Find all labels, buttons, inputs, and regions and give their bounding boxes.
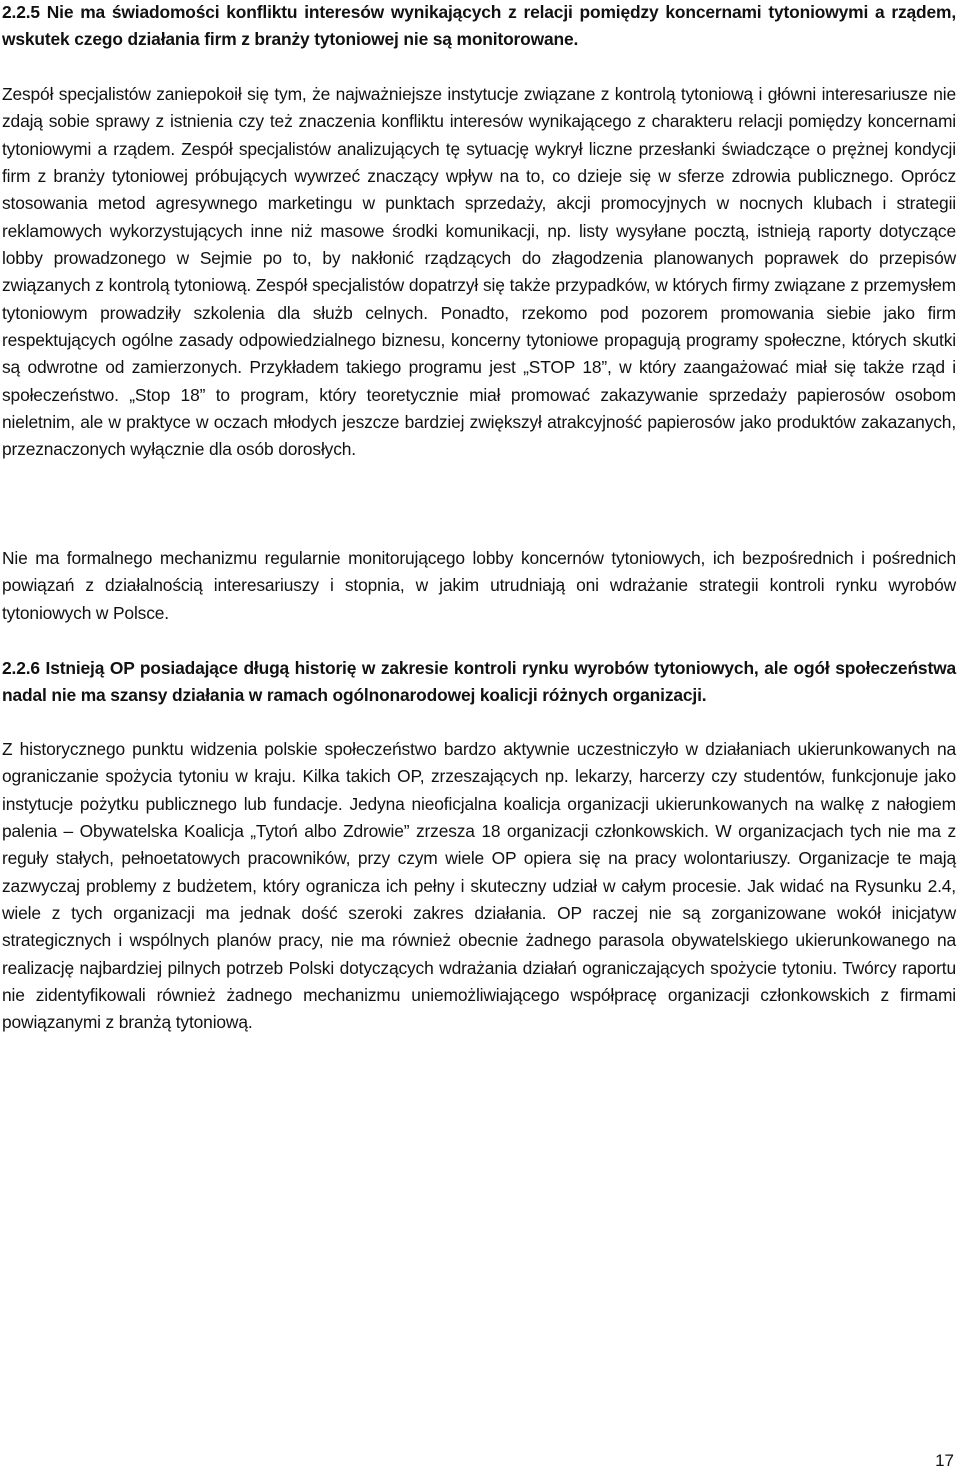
paragraph-civil-society-organizations: Z historycznego punktu widzenia polskie społeczeństwo bardzo aktywnie uczestniczyło w działaniach ukierunkowanych na ograniczanie spożycia tytoniu w kraju. Kilka takich OP, zrzeszających np. lekarzy, harcerzy czy studentów, funkcjonuje jako instytucje pożytku publicznego lub fundacje. Jedyna nieoficjalna koalicja organizacji ukierunkowanych na walkę z nałogiem palenia – Obywatelska Koalicja „Tytoń albo Zdrowie” zrzesza 18 organizacji członkowskich. W organizacjach tych nie ma z reguły stałych, pełnoetatowych pracowników, przy czym wiele OP opiera się na pracy wolontariuszy. Organizacje te mają zazwyczaj problemy z budżetem, który ogranicza ich pełny i skuteczny udział w całym procesie. Jak widać na Rysunku 2.4, wiele z tych organizacji ma jednak dość szeroki zakres działania. OP raczej nie są zorganizowane wokół inicjatyw strategicznych i wspólnych planów pracy, nie ma również obecnie żadnego parasola obywatelskiego ukierunkowanego na realizację najbardziej pilnych potrzeb Polski dotyczących wdrażania działań ograniczających spożycie tytoniu. Twórcy raportu nie zidentyfikowali również żadnego mechanizmu uniemożliwiającego współpracę organizacji członkowskich z firmami powiązanymi z branżą tytoniową. — [2, 739, 956, 1033]
section-heading-2-2-5: 2.2.5 Nie ma świadomości konfliktu interesów wynikających z relacji pomiędzy koncernami tytoniowymi a rządem, wskutek czego działania firm z branży tytoniowej nie są monitorowane. — [2, 2, 956, 50]
paragraph-conflict-of-interest: Zespół specjalistów zaniepokoił się tym, że najważniejsze instytucje związane z kontrolą tytoniową i główni interesariusze nie zdają sobie sprawy z istnienia czy też znaczenia konfliktu interesów wynikającego z charakteru relacji pomiędzy koncernami tytoniowymi a rządem. Zespół specjalistów analizujących tę sytuację wykrył liczne przesłanki świadczące o prężnej kondycji firm z branży tytoniowej próbujących wywrzeć znaczący wpływ na to, co dzieje się w sferze zdrowia publicznego. Oprócz stosowania metod agresywnego marketingu w punktach sprzedaży, akcji promocyjnych w nocnych klubach i strategii reklamowych wykorzystujących inne niż masowe środki komunikacji, np. listy wysyłane pocztą, istnieją raporty dotyczące lobby prowadzonego w Sejmie po to, by nakłonić rządzących do złagodzenia planowanych poprawek do przepisów związanych z kontrolą tytoniową. Zespół specjalistów dopatrzył się także przypadków, w których firmy związane z przemysłem tytoniowym prowadziły szkolenia dla służb celnych. Ponadto, rzekomo pod pozorem promowania siebie jako firm respektujących ogólne zasady odpowiedzialnego biznesu, koncerny tytoniowe propagują programy społeczne, których skutki są odwrotne od zamierzonych. Przykładem takiego programu jest „STOP 18”, w który zaangażować miał się także rząd i społeczeństwo. „Stop 18” to program, który teoretycznie miał promować zakazywanie sprzedaży papierosów osobom nieletnim, ale w praktyce w oczach młodych jeszcze bardziej zwiększył atrakcyjność papierosów jako produktów zakazanych, przeznaczonych wyłącznie dla osób dorosłych. — [2, 84, 956, 460]
paragraph-no-monitoring-mechanism: Nie ma formalnego mechanizmu regularnie monitorującego lobby koncernów tytoniowych, ich bezpośrednich i pośrednich powiązań z działalnością interesariuszy i stopnia, w jakim utrudniają oni wdrażanie strategii kontroli rynku wyrobów tytoniowych w Polsce. — [2, 548, 956, 623]
section-heading-2-2-6: 2.2.6 Istnieją OP posiadające długą historię w zakresie kontroli rynku wyrobów tytoniowych, ale ogół społeczeństwa nadal nie ma szansy działania w ramach ogólnonarodowej koalicji różnych organizacji. — [2, 658, 956, 706]
page-number: 17 — [935, 1451, 954, 1470]
